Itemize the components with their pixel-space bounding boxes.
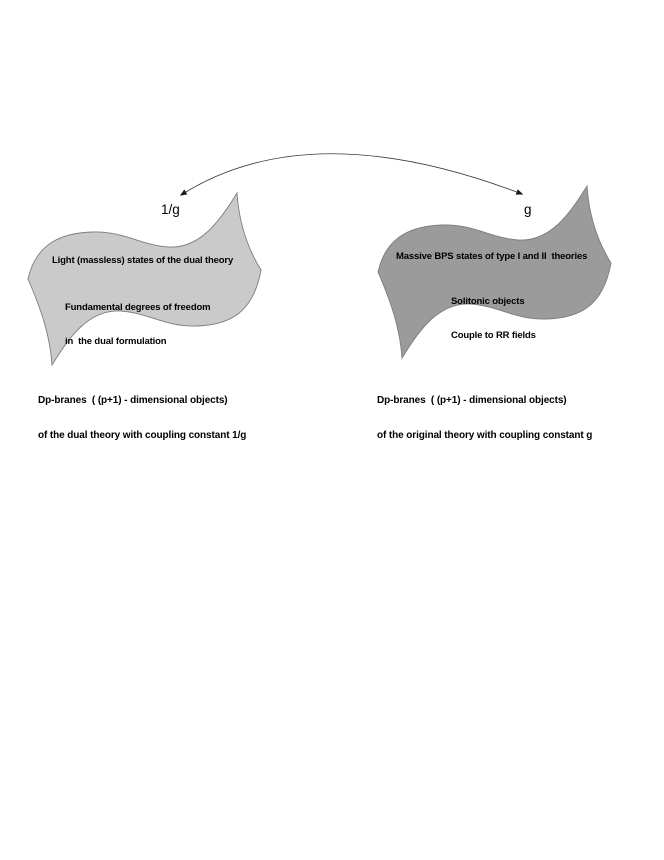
- left-region-heading: Light (massless) states of the dual theory: [52, 255, 234, 266]
- left-caption-line1: Dp-branes ( (p+1) - dimensional objects): [38, 395, 228, 406]
- right-region-body-line1: Solitonic objects: [451, 295, 525, 307]
- coupling-label-original: g: [524, 202, 532, 217]
- left-caption-line2: of the dual theory with coupling constant 1/g: [38, 429, 247, 441]
- right-region-body: [451, 273, 536, 364]
- right-region-heading: Massive BPS states of type I and II theories: [396, 251, 588, 262]
- right-region-caption: [377, 372, 592, 464]
- right-caption-line2: of the original theory with coupling constant g: [377, 429, 593, 441]
- left-region-caption: [38, 372, 246, 464]
- right-region-body-line2: Couple to RR fields: [451, 330, 536, 342]
- right-caption-line1: Dp-branes ( (p+1) - dimensional objects): [377, 395, 567, 406]
- duality-arrow: [181, 154, 522, 195]
- left-region-body-line2: in the dual formulation: [65, 336, 167, 348]
- left-region-body: [65, 279, 210, 370]
- coupling-label-dual: 1/g: [161, 202, 180, 217]
- left-region-body-line1: Fundamental degrees of freedom: [65, 301, 211, 313]
